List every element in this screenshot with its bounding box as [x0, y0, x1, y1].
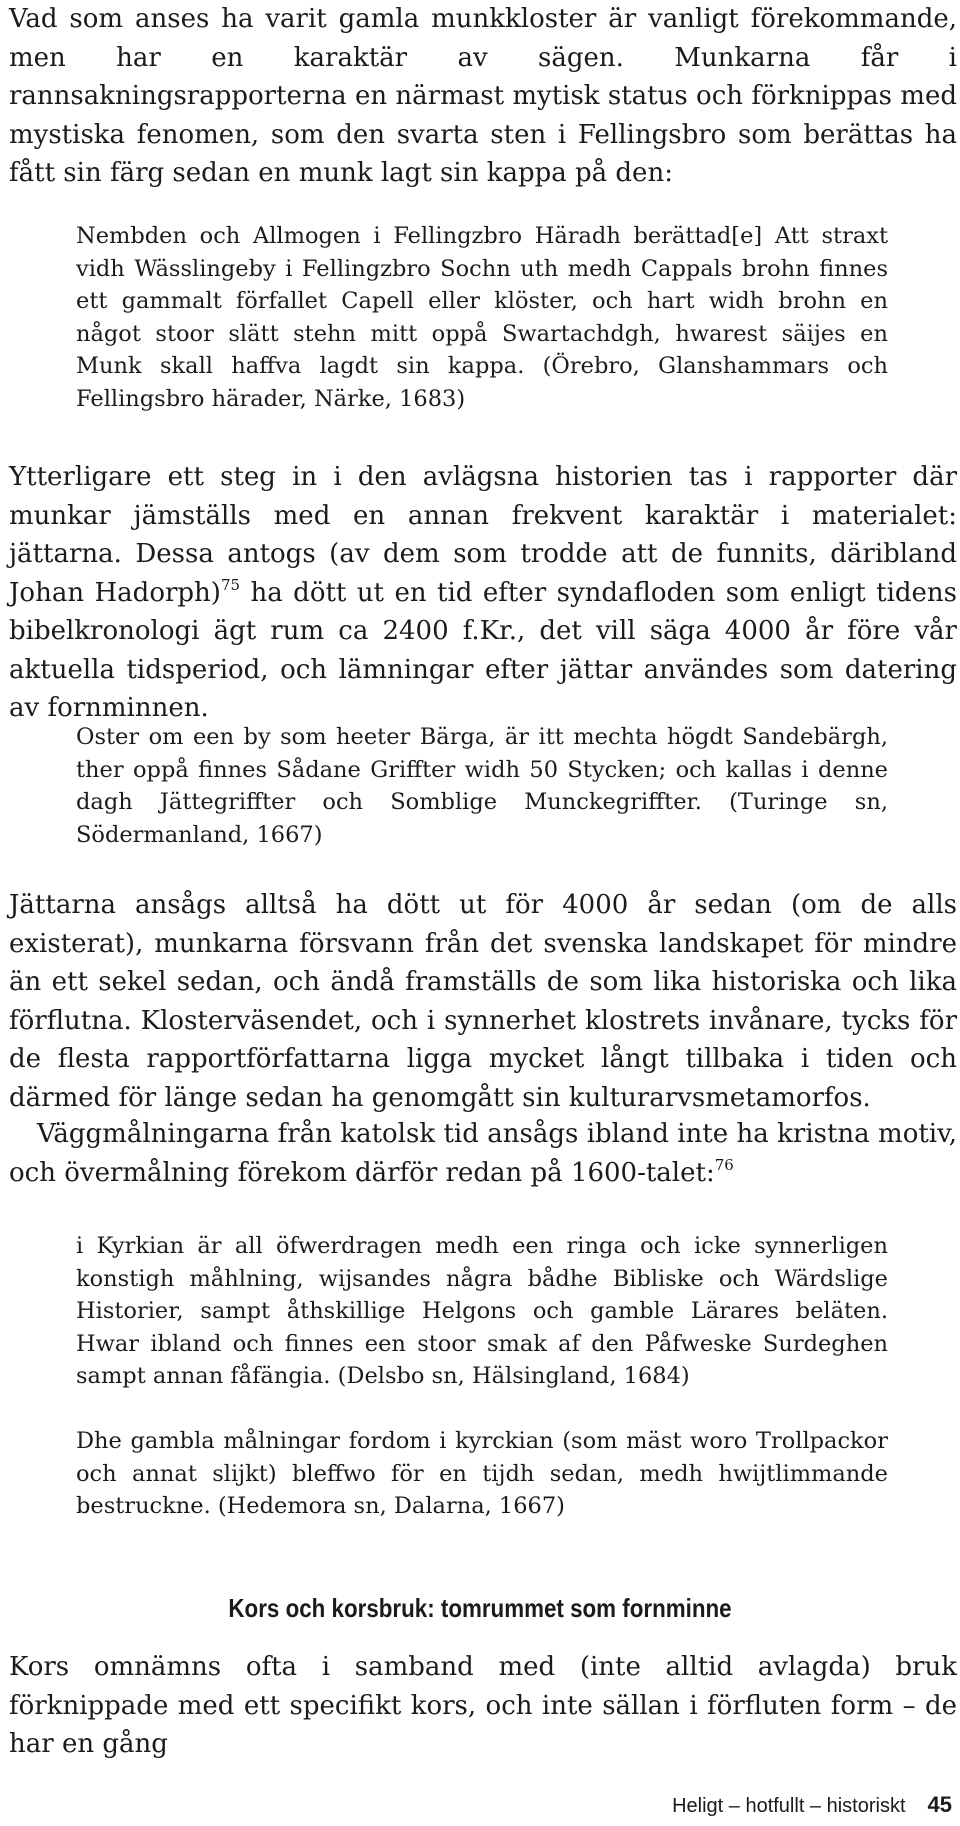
page-footer	[672, 1792, 952, 1819]
body-paragraph-munkkloster: Vad som anses ha varit gamla munkkloster är vanligt förekommande, men har en karaktär av sägen. Munkarna får i rannsakningsrapporterna en närmast mytisk status och förknippas med mystiska fenomen, som den svarta sten i Fellingsbro som berättas ha fått sin färg sedan en munk lagt sin kappa på den:	[9, 4, 957, 188]
body-paragraph-munkarna: Jättarna ansågs alltså ha dött ut för 4000 år sedan (om de alls existerat), munkarna försvann från det svenska landskapet för mindre än ett sekel sedan, och ändå framställs de som lika historiska och lika förflutna. Klosterväsendet, och i synnerhet klostrets invånare, tycks för de flesta rapportförfattarna ligga mycket långt tillbaka i tiden och därmed för länge sedan ha genomgått sin kulturarvsmetamorfos.	[9, 890, 957, 1113]
body-text-segment: ha dött ut en tid efter syndafloden som enligt tidens bibelkronologi ägt rum ca 2400 f.Kr., det vill säga 4000 år före vår aktuella tidsperiod, och lämningar efter jättar användes som datering av fornminnen.	[9, 577, 958, 723]
section-heading: Kors och korsbruk: tomrummet som fornminne	[228, 1593, 732, 1623]
body-paragraph-kors: Kors omnämns ofta i samband med (inte alltid avlagda) bruk förknippade med ett specifikt kors, och inte sällan i förfluten form – de har en gång	[9, 1652, 957, 1759]
quote-delsbo: i Kyrkian är all öfwerdragen medh een ringa och icke synnerligen konstigh måhlning, wijsandes några bådhe Bibliske och Wärdslige Historier, sampt åthskillige Helgons och gamble Lärares beläten. Hwar ibland och finnes een stoor smak af den Påfweske Surdeghen sampt annan fåfängia. (Delsbo sn, Hälsingland, 1684)	[76, 1233, 888, 1389]
page-number: 45	[927, 1792, 952, 1817]
running-title: Heligt – hotfullt – historiskt	[672, 1795, 906, 1817]
body-paragraph-vaggmalningar	[9, 1115, 957, 1192]
footnote-ref-76: 76	[714, 1155, 734, 1174]
footnote-ref-75: 75	[220, 575, 241, 594]
quote-hedemora: Dhe gambla målningar fordom i kyrckian (som mäst woro Trollpackor och annat slijkt) bleffwo för en tijdh sedan, medh hwijtlimmande bestruckne. (Hedemora sn, Dalarna, 1667)	[76, 1428, 888, 1519]
body-paragraph-jattarna	[9, 458, 957, 728]
body-text-segment: Väggmålningarna från katolsk tid ansågs ibland inte ha kristna motiv, och övermålning förekom därför redan på 1600-talet:	[9, 1119, 957, 1188]
quote-turinge: Oster om een by som heeter Bärga, är itt mechta högdt Sandebärgh, ther oppå finnes Sådane Griffter widh 50 Stycken; och kallas i denne dagh Jättegriffter och Somblige Munckegriffter. (Turinge sn, Södermanland, 1667)	[76, 724, 888, 848]
quote-fellingsbro: Nembden och Allmogen i Fellingzbro Häradh berättad[e] Att straxt vidh Wässlingeby i Fellingzbro Sochn uth medh Cappals brohn finnes ett gammalt förfallet Capell eller klöster, och hart widh brohn en något stoor slätt stehn mitt oppå Swartachdgh, hwarest säijes en Munk skall haffva lagdt sin kappa. (Örebro, Glanshammars och Fellingsbro härader, Närke, 1683)	[76, 223, 888, 412]
body-text-segment: Ytterligare ett steg in i den avlägsna historien tas i rapporter där munkar jämställs med en annan frekvent karaktär i materialet: jättarna. Dessa antogs (av dem som trodde att de funnits, däribland Johan Hadorph)	[9, 462, 957, 608]
